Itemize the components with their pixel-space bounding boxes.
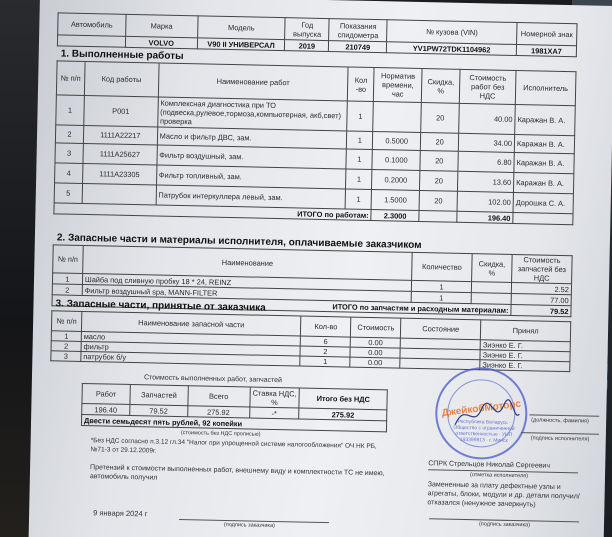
works-row-cost: 34.00 — [458, 133, 514, 152]
cparts-row-cost: 0.00 — [350, 347, 400, 358]
vehicle-vin: YV1PW72TDK1104962 — [387, 42, 517, 56]
vehicle-header-make: Марка — [126, 14, 198, 37]
works-section-title: 1. Выполненные работы — [60, 48, 184, 63]
summary-header-vat: Ставка НДС, % — [249, 387, 299, 408]
work-order-document — [28, 0, 612, 537]
pretension-text: Претензий к стоимости выполненных работ, внешнему виду и комплектности ТС не имею, автомобиль получил — [89, 464, 385, 482]
cparts-header-state: Состояние — [401, 318, 481, 340]
works-row-name: Масло и фильтр ДВС, зам. — [157, 127, 347, 149]
parts-header-cost: Стоимость запчастей без НДС — [512, 254, 573, 283]
works-row-norm: 0.2000 — [372, 169, 420, 190]
works-row-qty: 1 — [347, 131, 373, 150]
parts-row-disc — [471, 293, 511, 305]
works-row-n: 2 — [55, 125, 83, 144]
customer-parts-section-title: 3. Запасные части, принятые от заказчика — [55, 298, 266, 314]
works-header-n: № п/п — [56, 61, 85, 96]
vehicle-plate: 1981XA7 — [516, 44, 576, 56]
works-row-name: Патрубок интеркуллера левый, зам. — [156, 185, 346, 209]
vehicle-header-vin: № кузова (VIN) — [387, 20, 517, 45]
stamp-name: ДжейкобМоторс — [441, 398, 522, 420]
works-row-qty: 1 — [347, 101, 374, 132]
summary-header-total: Всего — [188, 386, 250, 407]
vehicle-header-year: Год выпуска — [285, 18, 329, 41]
vehicle-header-car: Автомобиль — [58, 13, 126, 36]
works-row-exec: Каражан В. А. — [514, 134, 574, 153]
parts-row-disc — [471, 282, 511, 294]
cparts-row-acc: Зиэнко Е. Г. — [480, 340, 570, 352]
vehicle-year: 2019 — [285, 40, 329, 52]
cparts-row-cost: 0.00 — [350, 357, 400, 368]
parts-total-cost: 79.52 — [511, 304, 571, 316]
summary-caption: Стоимость выполненных работ, запчастей — [143, 374, 283, 385]
cparts-row-acc: Зиэнко Е. Г. — [480, 360, 570, 372]
date: 9 января 2024 г — [93, 508, 148, 519]
cparts-row-qty: 6 — [301, 336, 351, 347]
cparts-row-name: масло — [81, 331, 301, 346]
works-row-exec: Каражан В. А. — [514, 152, 574, 173]
works-row-disc: 20 — [420, 133, 458, 152]
summary-header-parts: Запчастей — [130, 384, 188, 405]
cparts-header-n: № п/п — [51, 311, 81, 332]
cparts-row-qty: 1 — [300, 356, 350, 367]
summary-net: 275.92 — [299, 408, 387, 421]
cparts-row-n: 3 — [51, 351, 81, 362]
cparts-header-cost: Стоимость — [351, 317, 401, 338]
works-row-norm — [373, 102, 422, 133]
cparts-row-qty: 2 — [300, 346, 350, 357]
parts-total-label: ИТОГО по запчастям и расходным материалам: — [52, 295, 511, 316]
works-row-disc: 20 — [421, 103, 460, 134]
executor-name-caption: (отметка исполнителя) — [469, 472, 529, 480]
works-row-exec: Каражан В. А. — [513, 172, 573, 193]
works-header-disc: Скидка, % — [421, 69, 460, 104]
parts-row-n: 1 — [52, 273, 82, 285]
cparts-row-cost: 0.00 — [350, 337, 400, 348]
works-row-name: Фильтр топливный, зам. — [156, 165, 346, 189]
works-row-norm: 0.1000 — [372, 149, 420, 170]
works-row-exec: Каражан В. А. — [515, 104, 576, 135]
works-row-name: Фильтр воздушный, зам. — [157, 145, 347, 169]
summary-total: 275.92 — [187, 406, 249, 418]
vehicle-make: VOLVO — [125, 36, 197, 49]
works-row-n: 1 — [56, 95, 84, 126]
works-row-code: P001 — [84, 95, 158, 127]
executor-signature — [451, 395, 522, 436]
executor-name: СПРК Стрельцов Николай Сергеевич — [428, 460, 551, 470]
parts-row-cost: 2.52 — [511, 282, 571, 294]
parts-header-n: № п/п — [53, 245, 84, 274]
works-row-code — [82, 183, 156, 205]
summary-vat: -* — [249, 407, 299, 419]
vehicle-header-model: Модель — [197, 16, 285, 40]
parts-row-cost: 77.00 — [511, 293, 571, 305]
works-row-code: 1111А25627 — [83, 143, 157, 165]
cparts-row-n: 2 — [51, 341, 81, 352]
works-total-cost: 196.40 — [457, 211, 513, 223]
works-row-name: Комплексная диагностика при ТО (подвеска,рулевое,тормоза,компьютерная, акб,свет) проверка — [157, 97, 347, 131]
works-row-cost: 40.00 — [459, 103, 516, 134]
works-row-disc: 20 — [420, 151, 458, 172]
works-row-disc: 20 — [420, 170, 458, 191]
executor-role-caption: (должность, фамилия) — [531, 417, 589, 425]
works-row-norm: 0.5000 — [373, 132, 421, 151]
works-header-cost: Стоимость работ без НДС — [459, 69, 516, 104]
replaced-parts-caption: (подпись заказчика) — [478, 521, 530, 529]
vehicle-header-plate: Номерной знак — [517, 22, 577, 45]
summary-words: Двести семьдесят пять рублей, 92 копейки — [81, 414, 386, 431]
works-header-norm: Норматив времени, час — [374, 68, 423, 103]
parts-header-disc: Скидка, % — [472, 254, 513, 283]
parts-header-qty: Количество — [412, 252, 473, 281]
parts-header-name: Наименование — [83, 245, 413, 280]
works-row-norm: 1.5000 — [371, 189, 419, 210]
summary-parts: 79.52 — [130, 404, 188, 416]
parts-row-n: 2 — [52, 284, 82, 296]
summary-header-net: Итого без НДС — [299, 388, 387, 410]
customer-sign-caption: (подпись заказчика) — [223, 521, 275, 530]
works-table — [53, 60, 576, 225]
works-header-code: Код работы — [84, 61, 158, 97]
parts-row-qty: 1 — [411, 280, 471, 292]
vehicle-header-odometer: Показания спидометра — [329, 19, 387, 42]
works-row-disc: 20 — [419, 190, 457, 211]
vat-footnote: *Без НДС согласно п.3.12 гл.34 "Налог при упрощенной системе налогообложения" ОЧ НК РБ, №71-3 от 29.12.2009г. — [90, 437, 377, 455]
vehicle-odometer: 210749 — [329, 41, 387, 53]
parts-row-qty: 1 — [411, 291, 471, 303]
works-header-name: Наименование работ — [158, 63, 348, 101]
cparts-row-acc: Зиэнко Е. Г. — [480, 350, 570, 362]
works-row-qty: 1 — [345, 189, 371, 210]
works-header-qty: Кол -во — [348, 67, 375, 102]
works-total-label: ИТОГО по работам: — [54, 203, 371, 221]
customer-parts-table — [50, 310, 571, 372]
works-total-norm: 2.3000 — [371, 209, 419, 221]
cparts-header-acc: Принял — [480, 320, 570, 342]
stamp-inner-text: Республика Беларусь · Общество с ограниченной ответственностью · УНП 193399813 · г. Минск — [453, 418, 515, 444]
parts-section-title: 2. Запасные части и материалы исполнителя, оплачиваемые заказчиком — [56, 232, 422, 252]
cparts-header-name: Наименование запасной части — [81, 311, 301, 336]
parts-row-name: Фильтр воздушный spa, MANN-FILTER — [82, 284, 411, 302]
summary-works: 196.40 — [82, 403, 130, 415]
cparts-row-n: 1 — [51, 331, 81, 342]
executor-sign-caption: (подпись исполнителя) — [530, 435, 590, 443]
works-row-n: 4 — [55, 163, 83, 184]
works-header-exec: Исполнитель — [515, 70, 576, 105]
cparts-header-qty: Кол-во — [301, 316, 351, 337]
works-row-code: 1111А22217 — [83, 125, 157, 145]
works-row-exec: Дорошка С. А. — [513, 192, 573, 213]
cparts-row-name: фильтр — [81, 341, 301, 356]
replaced-parts-note: Замененные за плату дефектные узлы и агрегаты, блоки, модули и др. детали получил/отказался (ненужное зачеркнуть) — [427, 481, 580, 509]
vehicle-car — [57, 35, 125, 47]
works-row-code: 1111А23305 — [82, 163, 156, 185]
summary-table — [81, 383, 388, 432]
works-row-qty: 1 — [346, 149, 372, 170]
works-row-n: 3 — [55, 143, 83, 164]
summary-header-works: Работ — [82, 383, 130, 404]
works-row-cost: 6.80 — [458, 151, 514, 172]
works-row-cost: 13.60 — [458, 171, 514, 192]
works-row-n: 5 — [54, 183, 82, 204]
cparts-row-name: патрубок б/у — [81, 351, 301, 366]
works-row-qty: 1 — [346, 169, 372, 190]
works-row-cost: 102.00 — [457, 191, 513, 212]
summary-words-caption: (стоимость без НДС прописью) — [180, 430, 261, 438]
parts-row-name: Шайба под сливную пробку 18 * 24, REINZ — [82, 273, 411, 291]
vehicle-model: V90 II УНИВЕРСАЛ — [197, 38, 285, 51]
